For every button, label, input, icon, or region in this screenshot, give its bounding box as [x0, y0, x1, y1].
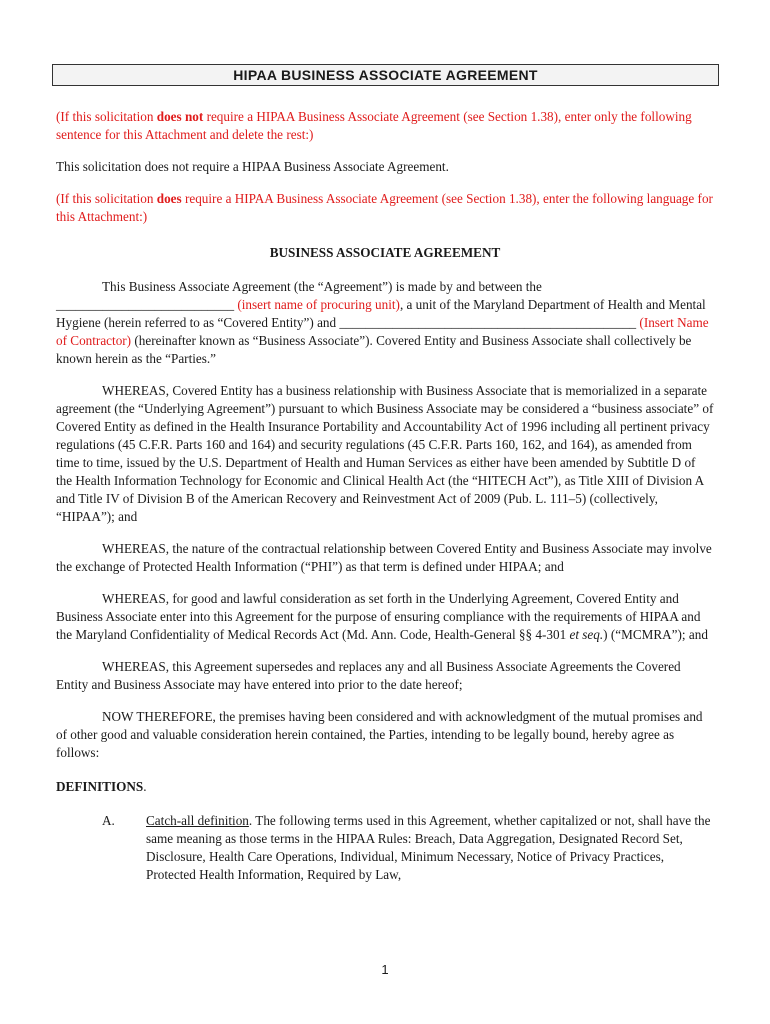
- instruction-note-not-required: (If this solicitation does not require a HIPAA Business Associate Agreement (see Section 1.38), enter only the following sentence for this Attachment and delete the rest:): [56, 109, 692, 142]
- procuring-unit-blank: ___________________________: [56, 297, 235, 312]
- whereas-paragraph-1: WHEREAS, Covered Entity has a business relationship with Business Associate that is memorialized in a separate agreement (the “Underlying Agreement”) pursuant to which Business Associate may be considered a “business associate” of Covered Entity as defined in the Health Insurance Portability and Accountability Act of 1996 including all pertinent privacy regulations (45 C.F.R. Parts 160 and 164) and security regulations (45 C.F.R. Parts 160, 162, and 164), as amended from time to time, issued by the U.S. Department of Health and Human Services as either have been amended by Subtitle D of the Health Information Technology for Economic and Clinical Health Act (the “HITECH Act”), as Title XIII of Division A and Title IV of Division B of the American Recovery and Reinvestment Act of 2009 (Pub. L. 111–5) (collectively, “HIPAA”); and: [56, 383, 714, 524]
- not-required-sentence: This solicitation does not require a HIPAA Business Associate Agreement.: [56, 159, 449, 174]
- definition-a: A. Catch-all definition. The following terms used in this Agreement, whether capitalized or not, shall have the same meaning as those terms in the HIPAA Rules: Breach, Data Aggregation, Designated Record Set, Disclosure, Health Care Operations, Individual, Minimum Necessary, Notice of Privacy Practices, Protected Health Information, Required by Law,: [56, 812, 714, 884]
- definition-letter: A.: [102, 813, 115, 828]
- whereas-paragraph-2: WHEREAS, the nature of the contractual relationship between Covered Entity and Business Associate may involve the exchange of Protected Health Information (“PHI”) as that term is defined under HIPAA; and: [56, 541, 712, 574]
- agreement-heading: BUSINESS ASSOCIATE AGREEMENT: [269, 245, 501, 260]
- contractor-placeholder: (Insert Name of Contractor): [56, 315, 709, 348]
- procuring-unit-placeholder: (insert name of procuring unit): [234, 297, 400, 312]
- instruction-note-required: (If this solicitation does require a HIPAA Business Associate Agreement (see Section 1.38), enter the following language for this Attachment:): [56, 191, 713, 224]
- document-body: [56, 108, 714, 884]
- definitions-heading: DEFINITIONS.: [56, 779, 147, 794]
- intro-paragraph: This Business Associate Agreement (the “Agreement”) is made by and between the ___________________________ (insert name of procuring unit), a unit of the Maryland Department of Health and Mental Hygiene (herein referred to as “Covered Entity”) and _____________________________________________ (Insert Name of Contractor) (hereinafter known as “Business Associate”). Covered Entity and Business Associate shall collectively be known herein as the “Parties.”: [56, 279, 709, 366]
- page-title: HIPAA BUSINESS ASSOCIATE AGREEMENT: [52, 64, 719, 86]
- contractor-blank: _____________________________________________: [339, 315, 637, 330]
- definition-title: Catch-all definition: [146, 813, 249, 828]
- now-therefore-paragraph: NOW THEREFORE, the premises having been considered and with acknowledgment of the mutual promises and of other good and valuable consideration herein contained, the Parties, intending to be legally bound, hereby agree as follows:: [56, 709, 703, 760]
- whereas-paragraph-3: WHEREAS, for good and lawful consideration as set forth in the Underlying Agreement, Covered Entity and Business Associate enter into this Agreement for the purpose of ensuring compliance with the requirements of HIPAA and the Maryland Confidentiality of Medical Records Act (Md. Ann. Code, Health-General §§ 4-301 et seq.) (“MCMRA”); and: [56, 591, 708, 642]
- page-number: 1: [381, 962, 389, 977]
- whereas-paragraph-4: WHEREAS, this Agreement supersedes and replaces any and all Business Associate Agreements the Covered Entity and Business Associate may have entered into prior to the date hereof;: [56, 659, 681, 692]
